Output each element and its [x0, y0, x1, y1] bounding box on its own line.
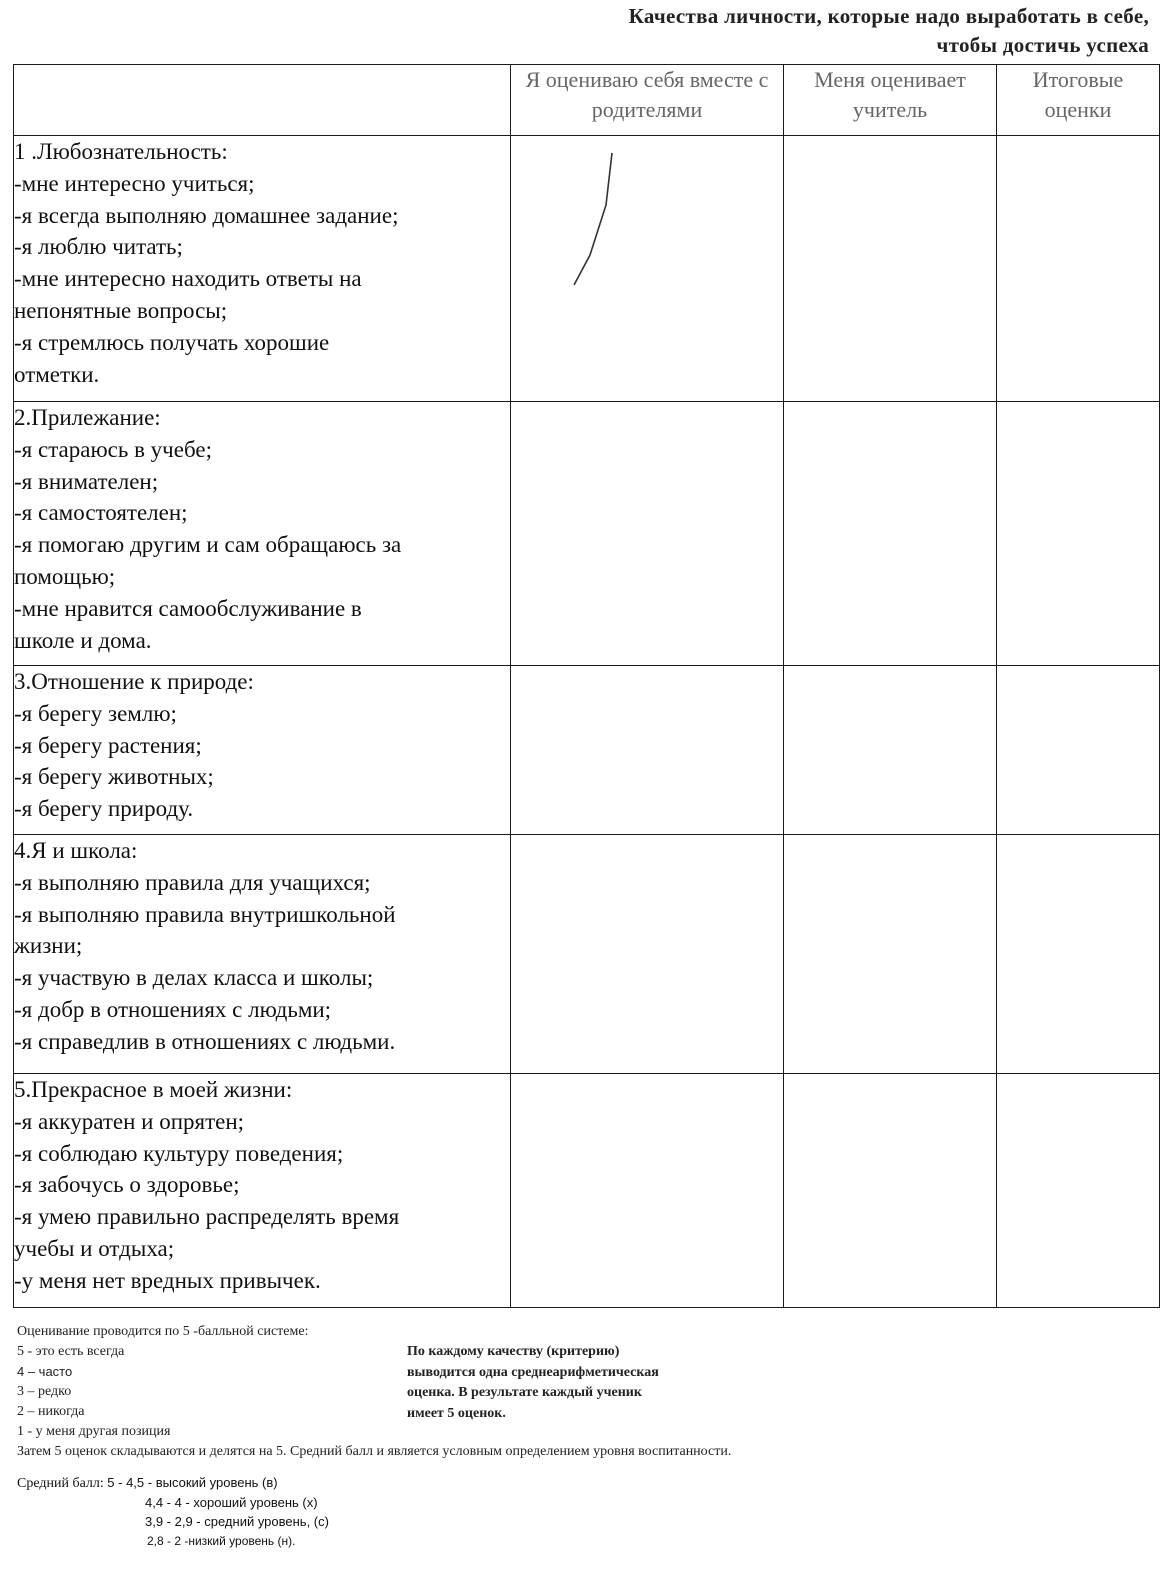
criterion-cell-1 — [14, 136, 511, 402]
pen-stroke-mark — [560, 145, 630, 295]
criterion-line: жизни; — [14, 933, 83, 959]
grading-notes — [17, 1322, 1157, 1462]
criterion-line: -мне интересно учиться; — [14, 170, 255, 196]
level-item: 5 - 4,5 - высокий уровень (в) — [107, 1475, 278, 1490]
notes-intro: Оценивание проводится по 5 -балльной системе: — [17, 1324, 309, 1339]
criterion-line: -я стараюсь в учебе; — [14, 436, 212, 462]
criterion-line: -я берегу животных; — [14, 764, 214, 790]
teacher-score-cell-1[interactable] — [784, 136, 997, 402]
final-score-cell-2[interactable] — [997, 402, 1160, 666]
criterion-line: -я стремлюсь получать хорошие — [14, 329, 330, 355]
table-row — [14, 666, 1160, 835]
header-final-grades: Итоговые оценки — [997, 65, 1160, 136]
criterion-line: -у меня нет вредных привычек. — [14, 1267, 321, 1293]
title-line-1: Качества личности, которые надо выработать в себе, — [628, 4, 1149, 28]
criterion-line: -я выполняю правила для учащихся; — [14, 869, 371, 895]
teacher-score-cell-5[interactable] — [784, 1074, 997, 1308]
averaging-explanation — [407, 1342, 659, 1424]
self-score-cell-4[interactable] — [511, 835, 784, 1074]
self-score-cell-5[interactable] — [511, 1074, 784, 1308]
criterion-line: учебы и отдыха; — [14, 1235, 175, 1261]
explanation-line: выводится одна среднеарифметическая — [407, 1364, 659, 1380]
scale-item: 4 – часто — [17, 1364, 73, 1379]
criterion-line: 5.Прекрасное в моей жизни: — [14, 1077, 293, 1102]
teacher-score-cell-3[interactable] — [784, 666, 997, 835]
criterion-line: школе и дома. — [14, 627, 152, 653]
criterion-line: 3.Отношение к природе: — [14, 669, 254, 694]
title-line-2: чтобы достичь успеха — [936, 33, 1149, 57]
criterion-cell-3 — [14, 666, 511, 835]
self-score-cell-1[interactable] — [511, 136, 784, 402]
final-score-cell-3[interactable] — [997, 666, 1160, 835]
self-score-cell-2[interactable] — [511, 402, 784, 666]
criterion-cell-4 — [14, 835, 511, 1074]
notes-summary: Затем 5 оценок складываются и делятся на 5. Средний балл и является условным определением уровня воспитанности. — [17, 1444, 732, 1459]
level-item: 4,4 - 4 - хороший уровень (х) — [145, 1495, 318, 1510]
table-row — [14, 1074, 1160, 1308]
criterion-line: -я самостоятелен; — [14, 500, 188, 526]
table-header-row — [14, 65, 1160, 136]
criterion-line: помощью; — [14, 563, 116, 589]
explanation-line: оценка. В результате каждый ученик — [407, 1385, 642, 1400]
scale-item: 3 – редко — [17, 1384, 72, 1399]
criterion-line: -я соблюдаю культуру поведения; — [14, 1140, 344, 1166]
average-score-levels — [17, 1473, 329, 1550]
criterion-line: -я участвую в делах класса и школы; — [14, 965, 374, 991]
criterion-line: 4.Я и школа: — [14, 838, 138, 863]
criterion-cell-2 — [14, 402, 511, 666]
criterion-line: -я всегда выполняю домашнее задание; — [14, 202, 399, 228]
criterion-line: -я берегу растения; — [14, 732, 202, 758]
criterion-line: -я умею правильно распределять время — [14, 1204, 400, 1230]
document-title — [629, 2, 1149, 60]
header-criteria — [14, 65, 511, 136]
criterion-line: 1 .Любознательность: — [14, 139, 228, 164]
criterion-line: отметки. — [14, 361, 100, 387]
scale-item: 5 - это есть всегда — [17, 1344, 125, 1359]
criterion-line: -я помогаю другим и сам обращаюсь за — [14, 532, 402, 558]
level-item: 3,9 - 2,9 - средний уровень, (с) — [145, 1514, 329, 1529]
criterion-line: -я берегу природу. — [14, 796, 194, 822]
criterion-line: -я внимателен; — [14, 468, 159, 494]
criterion-line: -я забочусь о здоровье; — [14, 1172, 240, 1198]
criterion-line: -я выполняю правила внутришкольной — [14, 901, 396, 927]
final-score-cell-4[interactable] — [997, 835, 1160, 1074]
avg-label: Средний балл: — [17, 1476, 104, 1491]
teacher-score-cell-2[interactable] — [784, 402, 997, 666]
criterion-line: -я люблю читать; — [14, 234, 183, 260]
criterion-line: непонятные вопросы; — [14, 297, 228, 323]
level-item: 2,8 - 2 -низкий уровень (н). — [147, 1534, 296, 1548]
explanation-line: По каждому качеству (критерию) — [407, 1344, 620, 1359]
table-row — [14, 402, 1160, 666]
final-score-cell-5[interactable] — [997, 1074, 1160, 1308]
criterion-line: -мне нравится самообслуживание в — [14, 595, 362, 621]
criterion-line: -я аккуратен и опрятен; — [14, 1108, 245, 1134]
explanation-line: имеет 5 оценок. — [407, 1405, 506, 1421]
header-teacher-assessment: Меня оценивает учитель — [784, 65, 997, 136]
criterion-line: -мне интересно находить ответы на — [14, 266, 362, 292]
criterion-line: 2.Прилежание: — [14, 405, 161, 430]
final-score-cell-1[interactable] — [997, 136, 1160, 402]
scale-item: 2 – никогда — [17, 1404, 85, 1419]
criterion-cell-5 — [14, 1074, 511, 1308]
criterion-line: -я берегу землю; — [14, 700, 177, 726]
table-row — [14, 835, 1160, 1074]
scale-item: 1 - у меня другая позиция — [17, 1424, 171, 1439]
self-score-cell-3[interactable] — [511, 666, 784, 835]
criterion-line: -я добр в отношениях с людьми; — [14, 996, 332, 1022]
teacher-score-cell-4[interactable] — [784, 835, 997, 1074]
criterion-line: -я справедлив в отношениях с людьми. — [14, 1028, 396, 1054]
header-self-assessment: Я оцениваю себя вместе с родителями — [511, 65, 784, 136]
